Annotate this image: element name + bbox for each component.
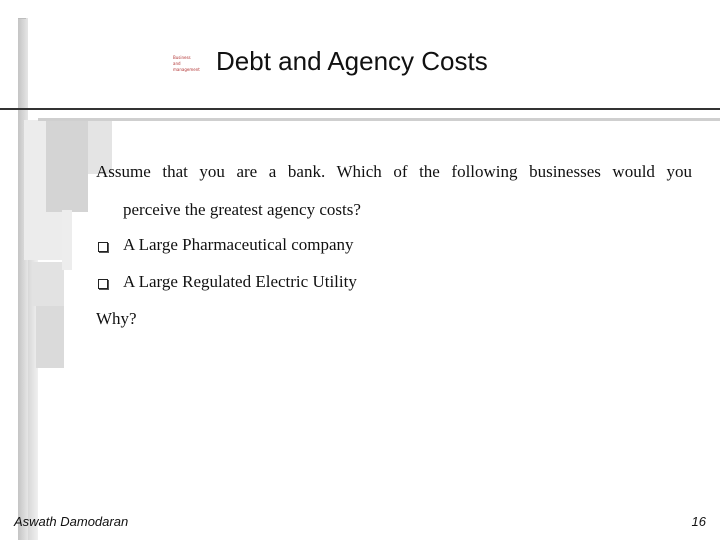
why-prompt: Why? — [96, 309, 137, 328]
decorative-tick — [18, 18, 26, 19]
question-text: Assume that you are a bank. Which of the following businesses would you — [96, 162, 692, 181]
title-divider-shadow — [38, 118, 720, 121]
option-label: A Large Regulated Electric Utility — [123, 272, 357, 291]
logo-line: management — [173, 67, 200, 72]
square-bullet-icon — [98, 242, 108, 252]
slide-body — [96, 158, 692, 333]
list-item — [96, 268, 692, 305]
option-list — [96, 231, 692, 305]
decorative-bar — [32, 262, 64, 306]
logo-line: Business — [173, 55, 191, 60]
question-text-continued: perceive the greatest agency costs? — [123, 200, 361, 219]
logo — [173, 55, 203, 81]
decorative-bar — [46, 120, 88, 212]
option-label: A Large Pharmaceutical company — [123, 235, 354, 254]
logo-line: and — [173, 61, 181, 66]
square-bullet-icon — [98, 279, 108, 289]
page-number: 16 — [691, 514, 706, 529]
slide-title: Debt and Agency Costs — [216, 46, 488, 76]
title-divider — [0, 108, 720, 110]
decorative-bar — [18, 18, 28, 540]
list-item — [96, 231, 692, 268]
footer-author: Aswath Damodaran — [14, 514, 129, 529]
decorative-bar — [62, 210, 72, 270]
decorative-bar — [36, 306, 64, 368]
